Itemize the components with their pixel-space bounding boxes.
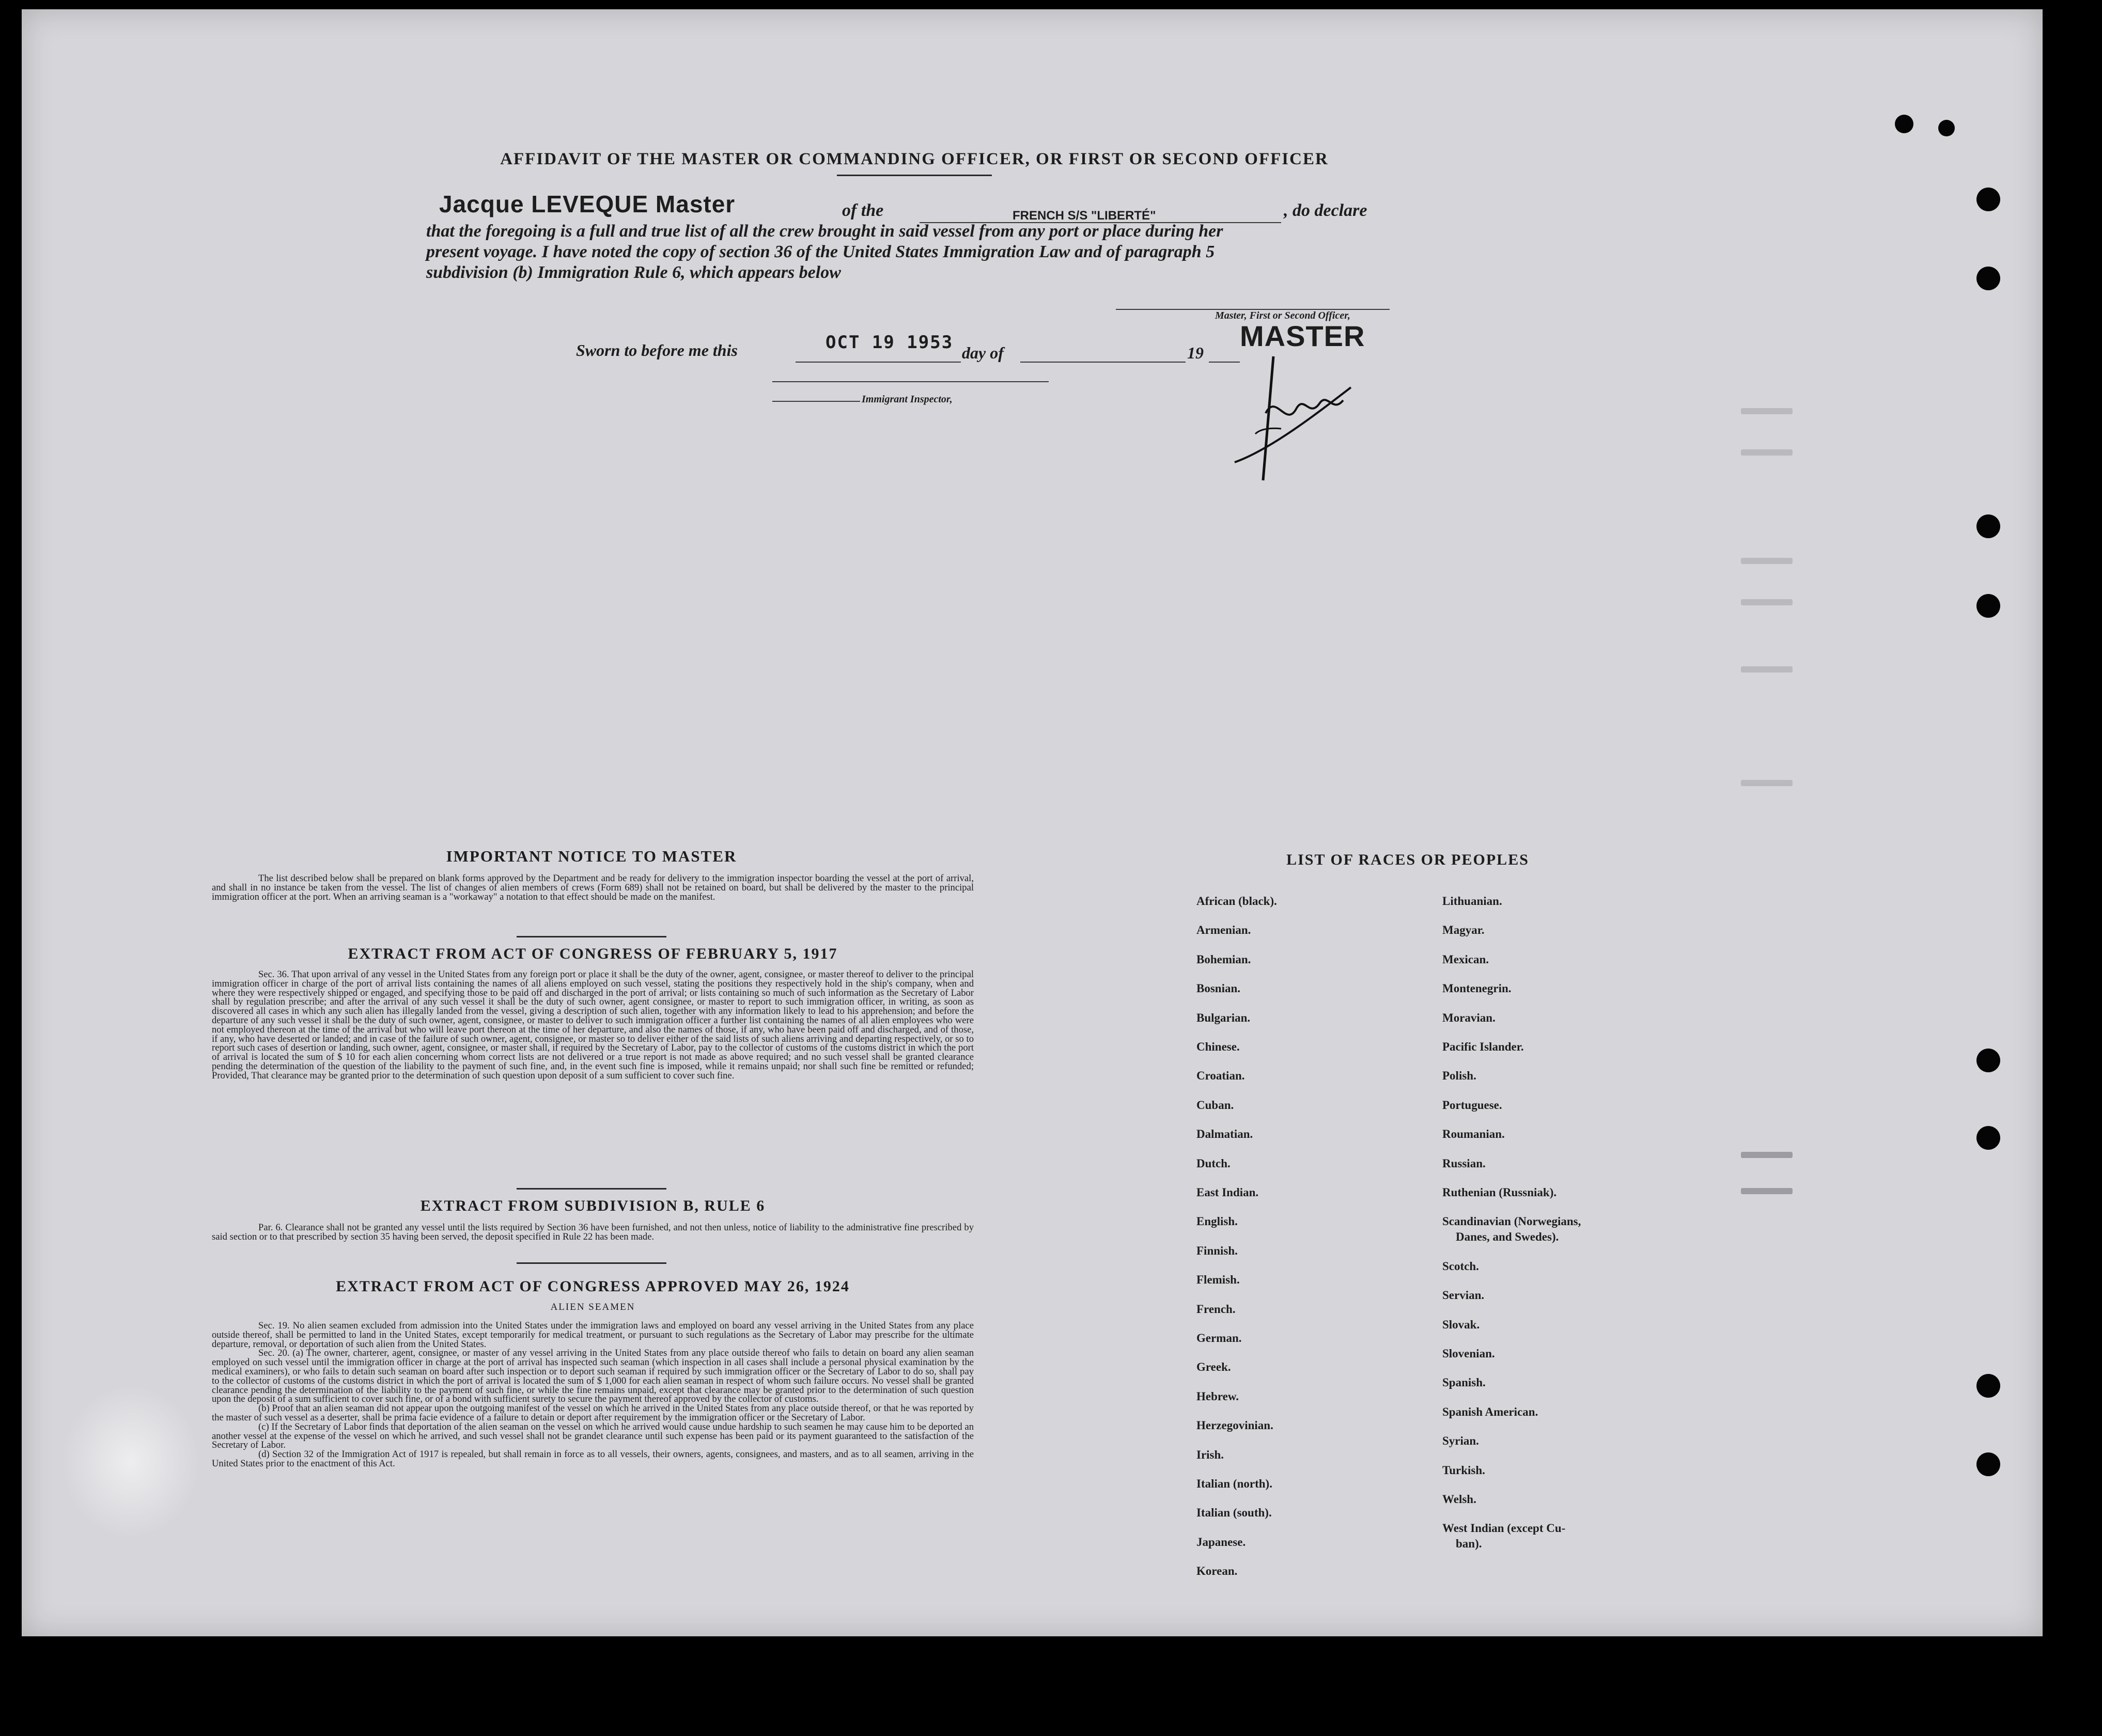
- race-item: Spanish.: [1442, 1376, 1486, 1389]
- race-item: Dutch.: [1196, 1156, 1231, 1170]
- day-of-label: day of: [962, 343, 1004, 362]
- race-item: East Indian.: [1196, 1186, 1259, 1199]
- bleed-through-mark: [1741, 1152, 1793, 1158]
- bleed-through-mark: [1741, 558, 1793, 564]
- race-item: Turkish.: [1442, 1463, 1485, 1477]
- do-declare-text: , do declare: [1284, 201, 1367, 220]
- extract2-body: [212, 1223, 974, 1242]
- race-item: Greek.: [1196, 1360, 1231, 1374]
- race-item: Roumanian.: [1442, 1128, 1505, 1141]
- inspector-line-2: [772, 401, 860, 402]
- declaration-block: [403, 191, 1415, 294]
- race-item: Slovak.: [1442, 1318, 1480, 1331]
- race-item: Servian.: [1442, 1289, 1485, 1302]
- race-item: Syrian.: [1442, 1434, 1479, 1448]
- race-item: Magyar.: [1442, 924, 1485, 937]
- declaration-line-3: present voyage. I have noted the copy of section 36 of the United States Immigration Law and of paragraph 5: [426, 242, 1215, 261]
- race-item: Dalmatian.: [1196, 1128, 1253, 1141]
- extract3-subtitle: ALIEN SEAMEN: [550, 1302, 635, 1312]
- extract3-para-4: (c) If the Secretary of Labor finds that deportation of the alien seaman on the vessel on which he arrived would cause undue hardship to such seamen he may cause him to be deported an another vessel at the expense of the vessel on which he arrived, and such vessel shall not be grandet clearance until such expense has been paid or its payment guaranteed to the satisfaction of the Secretary of Labor.: [212, 1421, 974, 1451]
- vessel-name: FRENCH S/S "LIBERTÉ": [1013, 209, 1156, 223]
- race-item: Lithuanian.: [1442, 895, 1502, 908]
- sworn-date-line: [796, 362, 961, 363]
- master-stamp: MASTER: [1240, 320, 1365, 352]
- race-item: Bohemian.: [1196, 952, 1251, 966]
- race-item: Hebrew.: [1196, 1389, 1239, 1403]
- race-item: Pacific Islander.: [1442, 1040, 1524, 1053]
- bleed-through-mark: [1741, 449, 1793, 456]
- extract1-divider: [517, 1188, 666, 1190]
- race-item: African (black).: [1196, 895, 1277, 908]
- race-item: Slovenian.: [1442, 1347, 1495, 1360]
- race-item: Herzegovinian.: [1196, 1419, 1273, 1432]
- race-item: Irish.: [1196, 1448, 1224, 1461]
- race-item: Croatian.: [1196, 1069, 1245, 1083]
- race-item: West Indian (except Cu-: [1442, 1522, 1566, 1535]
- race-item: Scandinavian (Norwegians,: [1442, 1215, 1581, 1228]
- binder-hole: [1976, 187, 2000, 211]
- bleed-through-mark: [1741, 1188, 1793, 1194]
- extract3-para-2: Sec. 20. (a) The owner, charterer, agent, consignee, or master of any vessel arriving in the United States from any place outside thereof who fails to detain on board any alien seaman employed on such vessel until the immigration officer in charge at the port of arrival has inspected such seaman (which inspection in all cases shall include a personal physical examination by the medical examiners), or who fails to detain such seaman on board after such inspection or to deport such seaman if required by such immigration officer or the Secretary of Labor to do so, shall pay to the collector of customs of the customs district in which the port of arrival is located the sum of $ 1,000 for each alien seaman in respect of whom such failure occurs. No vessel shall be granted clearance pending the determination of the liability to the payment of such fine, or while the fine remains unpaid, except that clearance may be granted prior to the determination of such question upon the deposit of a sum sufficient to cover such fine, or of a bond with sufficient surety to secure the payment thereof approved by the collector of customs.: [212, 1348, 974, 1405]
- race-item: Korean.: [1196, 1565, 1238, 1578]
- binder-hole: [1976, 267, 2000, 290]
- extract3-para-1: Sec. 19. No alien seamen excluded from admission into the United States under the immigration laws and employed on board any vessel arriving in the United States from any place outside thereof, shall be permitted to land in the United States, except temporarily for medical treatment, or pursuant to such regulations as the Secretary of Labor may prescribe for the ultimate departure, removal, or deportation of such alien from the United States.: [212, 1320, 974, 1350]
- race-item: Welsh.: [1442, 1493, 1476, 1506]
- binder-hole: [1895, 115, 1913, 133]
- notice-divider: [517, 936, 666, 937]
- date-stamp: OCT 19 1953: [826, 332, 954, 353]
- bleed-through-mark: [1741, 599, 1793, 605]
- extract2-title: EXTRACT FROM SUBDIVISION B, RULE 6: [420, 1197, 766, 1214]
- bleed-through-mark: [1741, 666, 1793, 672]
- race-item: Russian.: [1442, 1156, 1486, 1170]
- binder-hole: [1976, 594, 2000, 618]
- month-line: [1020, 362, 1186, 363]
- race-item: Chinese.: [1196, 1040, 1240, 1053]
- binder-hole: [1976, 1049, 2000, 1072]
- binder-hole: [1976, 1374, 2000, 1398]
- extract3-body: [212, 1321, 974, 1468]
- race-item: Japanese.: [1196, 1535, 1246, 1549]
- handwritten-signature: [1224, 351, 1390, 496]
- master-name-handwritten: Jacque LEVEQUE Master: [439, 191, 736, 217]
- race-item: Italian (north).: [1196, 1477, 1272, 1490]
- race-item: Danes, and Swedes).: [1456, 1230, 1559, 1244]
- race-item: Armenian.: [1196, 924, 1251, 937]
- extract1-title: EXTRACT FROM ACT OF CONGRESS OF FEBRUARY 5, 1917: [348, 945, 838, 962]
- extract1-body: [212, 970, 974, 1081]
- affidavit-title: AFFIDAVIT OF THE MASTER OR COMMANDING OFFICER, OR FIRST OR SECOND OFFICER: [500, 150, 1329, 168]
- year-prefix: 19: [1187, 343, 1204, 362]
- extract3-para-3: (b) Proof that an alien seaman did not appear upon the outgoing manifest of the vessel on which he arrived in the United States from any place outside thereof, or that he was reported by the master of such vessel as a deserter, shall be prima facie evidence of a failure to detain or deport after requirement by the immigration officer or the Secretary of Labor.: [212, 1403, 974, 1423]
- race-item: French.: [1196, 1302, 1236, 1316]
- race-item: English.: [1196, 1215, 1238, 1228]
- inspector-line-1: [772, 381, 1049, 382]
- bleed-through-mark: [1741, 408, 1793, 414]
- race-item: Bosnian.: [1196, 982, 1241, 995]
- race-item: Spanish American.: [1442, 1405, 1538, 1418]
- extract2-text: Par. 6. Clearance shall not be granted any vessel until the lists required by Section 36 have been furnished, and not then unless, notice of liability to the administrative fine prescribed by said section or to that prescribed by section 35 having been served, the deposit specified in Rule 22 has been made.: [212, 1222, 974, 1242]
- of-the-label: of the: [842, 201, 884, 220]
- race-item: ban).: [1456, 1537, 1482, 1551]
- sworn-text: Sworn to before me this: [576, 341, 738, 359]
- race-item: Flemish.: [1196, 1273, 1240, 1287]
- race-item: German.: [1196, 1332, 1242, 1344]
- race-item: Polish.: [1442, 1069, 1476, 1083]
- binder-hole: [1976, 514, 2000, 538]
- race-item: Moravian.: [1442, 1011, 1496, 1024]
- race-item: Cuban.: [1196, 1098, 1234, 1112]
- notice-intro-text: The list described below shall be prepared on blank forms approved by the Department and be ready for delivery to the immigration inspector boarding the vessel at the port of arrival, and shall in no instance be taken from the vessel. The list of changes of alien members of crews (Form 689) shall not be retained on board, but shall be delivered by the master to the principal immigration officer at the port. When an arriving seaman is a "workaway" a notation to that effect should be made on the manifest.: [212, 873, 974, 902]
- notice-intro: [212, 874, 974, 901]
- race-item: Portuguese.: [1442, 1098, 1502, 1112]
- race-item: Mexican.: [1442, 952, 1489, 966]
- extract1-text: Sec. 36. That upon arrival of any vessel in the United States from any foreign port or place it shall be the duty of the owner, agent, consignee, or master thereof to deliver to the principal immigration officer in charge of the port of arrival lists containing the names of all aliens employed on such vessel, stating the positions they respectively hold in the ship's company, when and where they were respectively shipped or engaged, and specifying those to be paid off and discharged in the port of arrival; or lists containing so much of such information as the Secretary of Labor shall by regulation prescribe; and after the arrival of any such vessel it shall be the duty of such owner, agent consignee, or master to report to such immigration officer, in writing, as soon as discovered all cases in which any such alien has illegally landed from the vessel, giving a description of such alien, together with any information likely to lead to his apprehension; and before the departure of any such vessel it shall be the duty of such owner, agent, consignee, or master to deliver to such immigration officer a further list containing the names of all alien employees who were not employed thereon at the time of the arrival but who will leave port thereon at the time of her departure, and also the names of those, if any, who have been paid off and discharged, and of those, if any, who have deserted or landed; and in case of the failure of such owner, agent, consignee, or master so to deliver either of the said lists of such aliens arriving and departing respectively, or so to report such cases of desertion or landing, such owner, agent, consignee, or master shall, if required by the Secretary of Labor, pay to the collector of customs of the customs district in which the port of arrival is located the sum of $ 10 for each alien concerning whom correct lists are not delivered or a true report is not made as above required; and no such vessel shall be granted clearance pending the determination of the question of the liability to the payment of such fine, and, in the event such fine is imposed, while it remains unpaid; nor shall such fine be remitted or refunded; Provided, That clearance may be granted prior to the determination of such question upon deposit of a sum sufficient to cover such fine.: [212, 969, 974, 1081]
- binder-hole: [1938, 120, 1955, 136]
- race-item: Finnish.: [1196, 1244, 1238, 1257]
- officer-caption: Master, First or Second Officer,: [1215, 310, 1350, 321]
- faded-seal: [61, 1384, 200, 1539]
- title-divider: [837, 175, 992, 176]
- declaration-line-4: subdivision (b) Immigration Rule 6, which appears below: [426, 263, 841, 282]
- race-item: Scotch.: [1442, 1259, 1479, 1273]
- races-title: LIST OF RACES OR PEOPLES: [1286, 851, 1529, 868]
- inspector-caption: Immigrant Inspector,: [862, 394, 953, 405]
- notice-title: IMPORTANT NOTICE TO MASTER: [446, 847, 737, 865]
- race-item: Italian (south).: [1196, 1506, 1272, 1520]
- race-item: Ruthenian (Russniak).: [1442, 1186, 1557, 1199]
- declaration-line-2: that the foregoing is a full and true list of all the crew brought in said vessel from any port or place during her: [426, 222, 1223, 241]
- binder-hole: [1976, 1452, 2000, 1476]
- race-item: Bulgarian.: [1196, 1011, 1251, 1024]
- extract3-para-5: (d) Section 32 of the Immigration Act of 1917 is repealed, but shall remain in force as to all vessels, their owners, agents, consignees, and masters, and as to all seamen, arriving in the United States prior to the enactment of this Act.: [212, 1449, 974, 1469]
- bleed-through-mark: [1741, 780, 1793, 786]
- race-item: Montenegrin.: [1442, 982, 1512, 995]
- extract2-divider: [517, 1262, 666, 1264]
- binder-hole: [1976, 1126, 2000, 1150]
- extract3-title: EXTRACT FROM ACT OF CONGRESS APPROVED MAY 26, 1924: [336, 1278, 850, 1295]
